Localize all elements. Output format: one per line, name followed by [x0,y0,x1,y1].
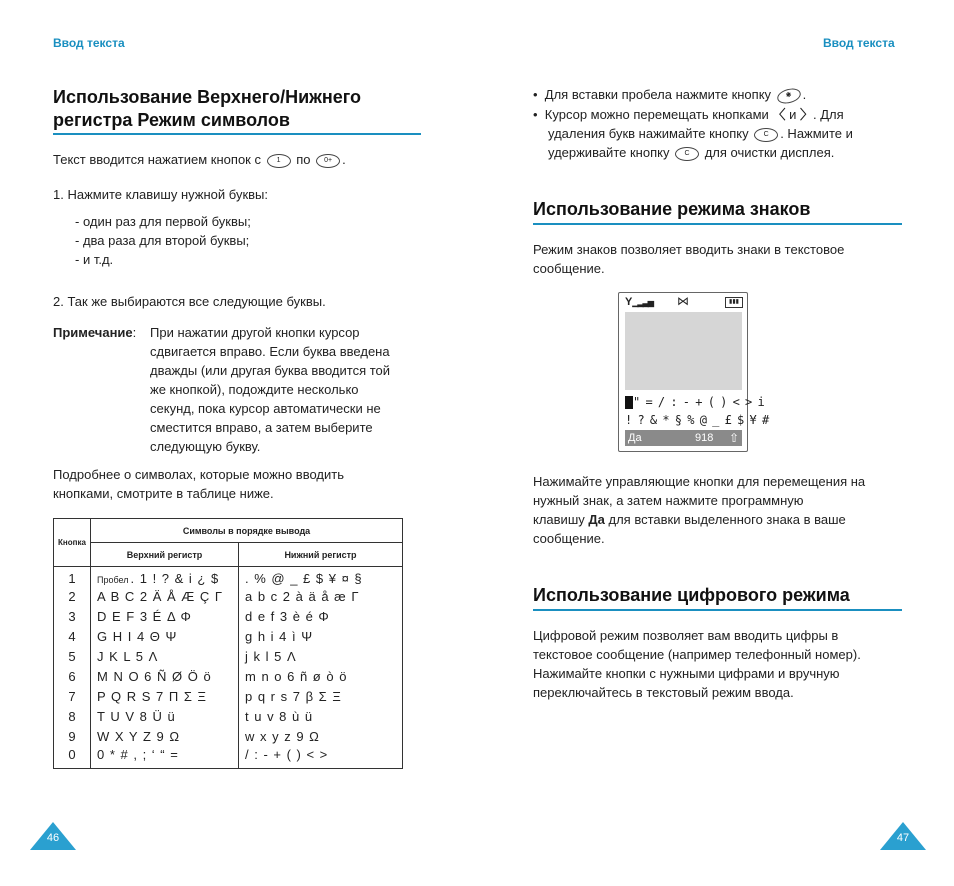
table-cell-key: 3 [54,607,91,627]
numeric-mode-rule [533,609,902,611]
table-body [54,567,403,769]
table-cell-lower: w x y z 9 Ω [239,727,403,747]
table-row [54,727,403,747]
table-row [54,567,403,587]
upper-symbols: J K L 5 Λ [97,649,159,664]
table-cell-key: 6 [54,667,91,687]
upper-symbols: D E F 3 É Δ Φ [97,609,192,624]
table-cell-key: 2 [54,587,91,607]
navigation-paragraph: Нажимайте управляющие кнопки для перемещения на нужный знак, а затем нажмите программную клавишу Да для вставки выделенного знака в ваше сообщение. [533,474,866,546]
cursor-highlight [625,396,633,409]
table-cell-key: 5 [54,647,91,667]
symbol-grid: " = / : - + ( ) < > i ! ? & * § % @ _ £ $ ¥ # [625,395,769,427]
table-cell-lower: / : - + ( ) < > [239,747,403,769]
table-cell-lower: g h i 4 ì Ψ [239,627,403,647]
table-header-upper: Верхний регистр [91,543,239,567]
symbol-mode-title: Использование режима знаков [533,199,811,219]
signal-icon: Y▁▂▃▅ [625,296,653,308]
table-cell-upper [91,587,239,607]
table-cell-lower: j k l 5 Λ [239,647,403,667]
table-cell-key: 8 [54,707,91,727]
message-icon: ⋈ [677,294,689,308]
table-cell-upper [91,687,239,707]
table-row [54,607,403,627]
table-cell-lower: p q r s 7 β Σ Ξ [239,687,403,707]
right-running-header: Ввод текста [823,36,895,50]
key-1-icon: 1 [267,154,291,168]
step-1: 1. Нажмите клавишу нужной буквы: [53,187,268,202]
table-cell-upper [91,707,239,727]
table-row [54,747,403,769]
table-cell-lower: t u v 8 ù ü [239,707,403,727]
upper-symbols: . 1 ! ? & i ¿ $ [130,571,220,587]
left-running-header: Ввод текста [53,36,125,50]
softkey-yes[interactable]: Да [628,432,642,444]
symbol-table [53,518,403,769]
table-cell-lower: a b c 2 à ä å æ Γ [239,587,403,607]
softkey-bar [625,430,742,446]
symbol-mode-rule [533,223,902,225]
key-0-icon: 0+ [316,154,340,168]
table-row [54,687,403,707]
upper-symbols: G H I 4 Θ Ψ [97,629,178,644]
upper-symbols: A B C 2 Ä Å Æ Ç Γ [97,589,224,604]
char-counter: 918 [695,432,714,444]
right-arrow-key-icon: 〉 [799,107,813,122]
note-label: Примечание: [53,325,137,340]
phone-display [618,292,769,452]
c-key-icon-2: C [675,147,699,161]
left-section-title: Использование Верхнего/Нижнего регистра Режим символов [53,87,362,130]
table-cell-upper [91,747,239,769]
more-info-paragraph: Подробнее о символах, которые можно вводить кнопками, смотрите в таблице ниже. [53,467,344,501]
space-label: Пробел [97,575,129,586]
intro-paragraph: Текст вводится нажатием кнопок с 1 по 0+ . [53,152,346,167]
upper-symbols: M N O 6 Ñ Ø Ö ö [97,669,212,684]
table-row [54,667,403,687]
symbol-mode-paragraph: Режим знаков позволяет вводить знаки в текстовое сообщение. [533,242,845,276]
table-cell-upper [91,567,239,587]
table-cell-upper [91,727,239,747]
table-row [54,707,403,727]
left-arrow-key-icon: 〈 [772,107,786,122]
table-cell-lower: d e f 3 è é Φ [239,607,403,627]
battery-icon: ▮▮▮ [725,297,743,308]
table-cell-upper [91,667,239,687]
table-header-symbols: Символы в порядке вывода [91,519,403,543]
table-cell-key: 4 [54,627,91,647]
right-page-corner [880,822,926,850]
table-cell-key: 0 [54,747,91,769]
numeric-mode-title: Использование цифрового режима [533,585,850,605]
upper-symbols: P Q R S 7 Π Σ Ξ [97,689,207,704]
shift-arrow-icon: ⇧ [729,431,740,445]
table-cell-key: 1 [54,567,91,587]
c-key-icon: C [754,128,778,142]
table-cell-key: 7 [54,687,91,707]
note-text: При нажатии другой кнопки курсор сдвигается вправо. Если буква введена дважды (или другая буква вводится той же кнопкой), подождите несколько секунд, пока курсор автоматически не сместится вправо, а затем выберите следующую букву. [150,325,391,454]
left-page-number: 46 [46,832,60,844]
table-cell-lower: m n o 6 ñ ø ò ö [239,667,403,687]
upper-symbols: T U V 8 Ü ü [97,709,176,724]
screen-blank-area [625,312,742,390]
step-2: 2. Так же выбираются все следующие буквы. [53,294,326,309]
bullet-space: • Для вставки пробела нажмите кнопку ✱ . [533,85,806,104]
table-row [54,627,403,647]
upper-symbols: W X Y Z 9 Ω [97,729,181,744]
right-page-number: 47 [896,832,910,844]
table-cell-upper [91,607,239,627]
left-page-corner [30,822,76,850]
table-row [54,647,403,667]
upper-symbols: 0 * # , ; ‘ “ = [97,746,179,762]
table-row [54,587,403,607]
left-title-rule [53,133,421,135]
bullet-cursor: • Курсор можно перемещать кнопками 〈 и 〉. Для удаления букв нажимайте кнопку C . Нажмите и удерживайте кнопку C для очистки дисплея. [533,107,853,160]
table-cell-key: 9 [54,727,91,747]
numeric-mode-paragraph: Цифровой режим позволяет вам вводить цифры в текстовое сообщение (например телефонный номер). Нажимайте кнопки с нужными цифрами и вручную переключайтесь в текстовый режим ввода. [533,628,861,700]
table-header-lower: Нижний регистр [239,543,403,567]
table-cell-upper [91,627,239,647]
table-header-key: Кнопка [54,519,91,567]
substep-list: - один раз для первой буквы; - два раза для второй буквы; - и т.д. [75,214,251,267]
table-cell-lower: . % @ _ £ $ ¥ ¤ § [239,567,403,587]
table-cell-upper [91,647,239,667]
space-key-icon: ✱ [775,86,802,106]
